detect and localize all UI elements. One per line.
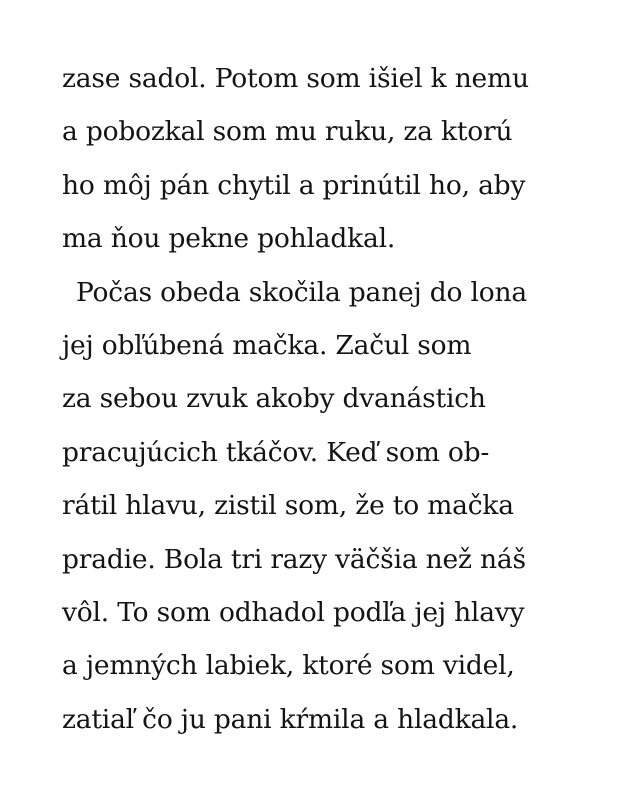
text-line: zatiaľ čo ju pani kŕmila a hladkala. (62, 703, 519, 735)
text-line: ho môj pán chytil a prinútil ho, aby (62, 169, 526, 201)
text-line: vôl. To som odhadol podľa jej hlavy (62, 596, 525, 628)
text-line: jej obľúbená mačka. Začul som (62, 329, 472, 361)
body-text (62, 52, 582, 746)
text-line: zase sadol. Potom som išiel k nemu (62, 63, 529, 94)
text-line: pracujúcich tkáčov. Keď som ob- (62, 436, 490, 468)
text-line: a jemných labiek, ktoré som videl, (62, 650, 515, 682)
paragraph-first-line: Počas obeda skočila panej do lona (76, 276, 527, 308)
text-line: ma ňou pekne pohladkal. (62, 223, 396, 255)
text-line: rátil hlavu, zistil som, že to mačka (62, 490, 514, 522)
text-line: a pobozkal som mu ruku, za ktorú (62, 116, 513, 148)
text-line: pradie. Bola tri razy väčšia než náš (62, 543, 526, 575)
text-line: za sebou zvuk akoby dvanástich (62, 383, 486, 415)
